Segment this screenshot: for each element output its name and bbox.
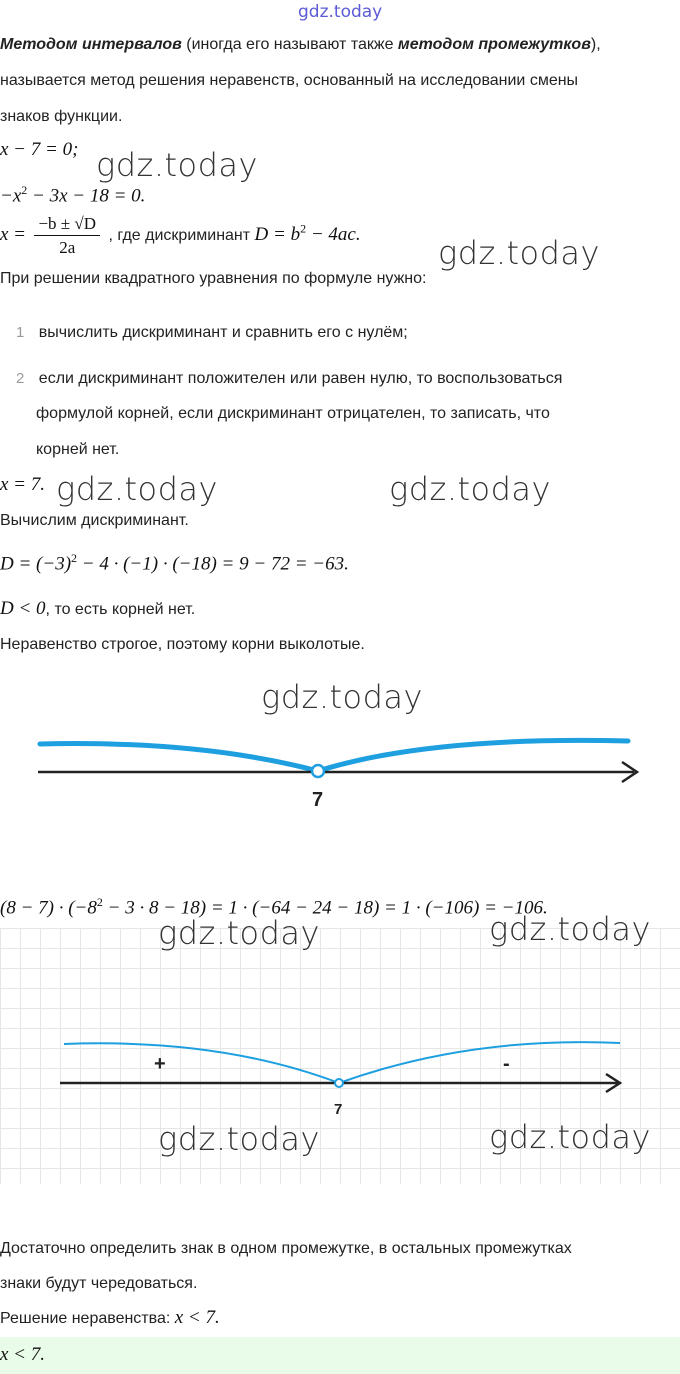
watermark: gdz.today — [489, 1118, 651, 1156]
list-item-line-3: корней нет. — [36, 441, 120, 458]
watermark: gdz.today — [489, 910, 651, 948]
sign-minus: - — [503, 1053, 510, 1075]
term-gap-method: методом промежутков — [397, 36, 591, 53]
watermark: gdz.today — [389, 470, 551, 508]
root-value: x = 7. — [0, 474, 46, 495]
answer: x < 7. — [0, 1344, 46, 1365]
intro-line-2: называется метод решения неравенств, основанный на исследовании смены — [0, 72, 579, 89]
discriminant-result: D < 0, то есть корней нет. — [0, 598, 196, 619]
watermark: gdz.today — [438, 234, 600, 272]
term-interval-method: Методом интервалов — [0, 36, 182, 53]
number-line-1 — [0, 720, 680, 820]
watermark: gdz.today — [56, 470, 218, 508]
quadratic-intro: При решении квадратного уравнения по формуле нужно: — [0, 270, 427, 287]
quadratic-formula: x = $\frac{-b \pm √D}{2a}$ , где дискриминант $D = b^2 - 4ac$. — [0, 214, 361, 257]
intro-line-3: знаков функции. — [0, 108, 123, 125]
strict-note: Неравенство строгое, поэтому корни выколотые. — [0, 636, 365, 653]
axis-label-7: 7 — [334, 1101, 343, 1118]
answer-box — [0, 1337, 680, 1374]
intro-line-1: Методом интервалов (иногда его называют также методом промежутков), — [0, 36, 601, 53]
alternation-note-line-1: Достаточно определить знак в одном промежутке, в остальных промежутках — [0, 1240, 572, 1257]
discriminant-intro: Вычислим дискриминант. — [0, 512, 189, 529]
sign-check-calculation: $(8 - 7) \cdot (-8^2 - 3 \cdot 8 - 18) = 1 \cdot (-64 - 24 - 18) = 1 \cdot (-106) = -106$. — [0, 895, 548, 919]
list-item: 2 если дискриминант положителен или равен нулю, то воспользоваться — [16, 370, 563, 387]
solution-line: Решение неравенства: x < 7. — [0, 1307, 220, 1328]
punctured-point — [335, 1079, 343, 1087]
discriminant-formula: $D = b^2 - 4ac$. — [254, 221, 361, 246]
watermark: gdz.today — [96, 146, 258, 184]
axis-label-7: 7 — [312, 789, 324, 811]
discriminant-calculation: $D = (-3)^2 - 4 \cdot (-1) \cdot (-18) = 9 - 72 = -63$. — [0, 551, 349, 575]
equation-quadratic: $-x^2 - 3x - 18 = 0$. — [0, 183, 146, 207]
curve-left — [64, 1043, 339, 1083]
curve-right — [339, 1042, 620, 1083]
curve-right — [318, 740, 628, 771]
watermark: gdz.today — [158, 1120, 320, 1158]
list-item-line-2: формулой корней, если дискриминант отрицателен, то записать, что — [36, 405, 550, 422]
punctured-point — [312, 765, 324, 777]
sign-plus: + — [154, 1053, 166, 1075]
list-item: 1 вычислить дискриминант и сравнить его с нулём; — [16, 324, 408, 341]
number-line-2 — [0, 1030, 680, 1120]
watermark: gdz.today — [261, 678, 423, 716]
top-watermark: gdz.today — [298, 2, 383, 22]
watermark: gdz.today — [158, 914, 320, 952]
formula-fraction: $\frac{-b \pm √D}{2a}$ — [34, 214, 100, 258]
curve-left — [40, 744, 318, 771]
alternation-note-line-2: знаки будут чередоваться. — [0, 1275, 198, 1292]
equation-linear: x − 7 = 0; — [0, 139, 79, 160]
